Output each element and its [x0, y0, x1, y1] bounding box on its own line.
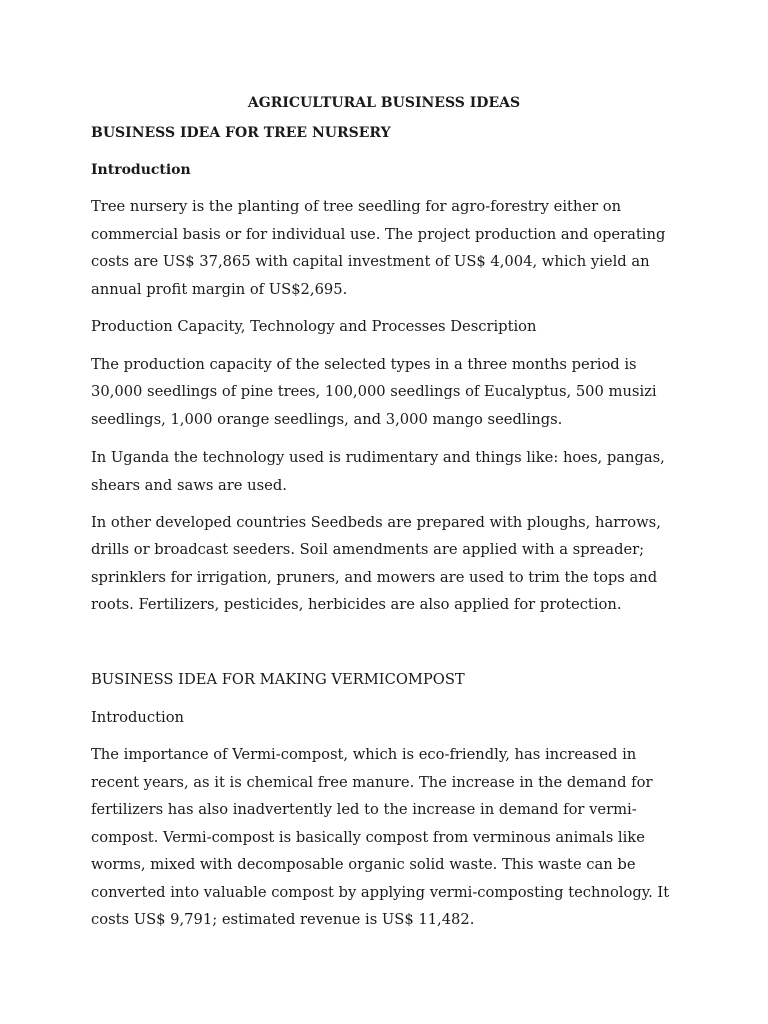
intro-heading: Introduction — [91, 709, 185, 726]
paragraph-line: commercial basis or for individual use. The project production and operating — [91, 226, 666, 243]
paragraph-line: shears and saws are used. — [91, 477, 287, 494]
paragraph-line: seedlings, 1,000 orange seedlings, and 3,000 mango seedlings. — [91, 411, 563, 428]
intro-heading: Introduction — [91, 162, 191, 178]
paragraph-line: sprinklers for irrigation, pruners, and mowers are used to trim the tops and — [91, 569, 658, 586]
paragraph-line: The production capacity of the selected types in a three months period is — [91, 356, 637, 373]
paragraph-line: recent years, as it is chemical free manure. The increase in the demand for — [91, 774, 653, 791]
paragraph-line: costs are US$ 37,865 with capital investment of US$ 4,004, which yield an — [91, 253, 650, 270]
paragraph-line: fertilizers has also inadvertently led to the increase in demand for vermi- — [91, 801, 637, 818]
paragraph-line: costs US$ 9,791; estimated revenue is US$ 11,482. — [91, 911, 475, 928]
paragraph-line: The importance of Vermi-compost, which is eco-friendly, has increased in — [91, 746, 637, 763]
document-title: AGRICULTURAL BUSINESS IDEAS — [247, 95, 521, 111]
paragraph-line: drills or broadcast seeders. Soil amendments are applied with a spreader; — [91, 541, 645, 558]
paragraph-line: annual profit margin of US$2,695. — [91, 281, 348, 298]
paragraph-line: In other developed countries Seedbeds are prepared with ploughs, harrows, — [91, 514, 661, 531]
paragraph-line: Tree nursery is the planting of tree seedling for agro-forestry either on — [91, 198, 622, 215]
paragraph-line: roots. Fertilizers, pesticides, herbicides are also applied for protection. — [91, 596, 622, 613]
paragraph-line: 30,000 seedlings of pine trees, 100,000 seedlings of Eucalyptus, 500 musizi — [91, 383, 657, 400]
subheading-production-capacity: Production Capacity, Technology and Processes Description — [91, 318, 537, 335]
paragraph-line: converted into valuable compost by applying vermi-composting technology. It — [91, 884, 670, 901]
section-heading-tree-nursery: BUSINESS IDEA FOR TREE NURSERY — [91, 125, 391, 141]
paragraph-line: compost. Vermi-compost is basically compost from verminous animals like — [91, 829, 645, 846]
paragraph-line: In Uganda the technology used is rudimentary and things like: hoes, pangas, — [91, 449, 665, 466]
section-heading-vermicompost: BUSINESS IDEA FOR MAKING VERMICOMPOST — [91, 671, 465, 688]
paragraph-line: worms, mixed with decomposable organic solid waste. This waste can be — [91, 856, 636, 873]
